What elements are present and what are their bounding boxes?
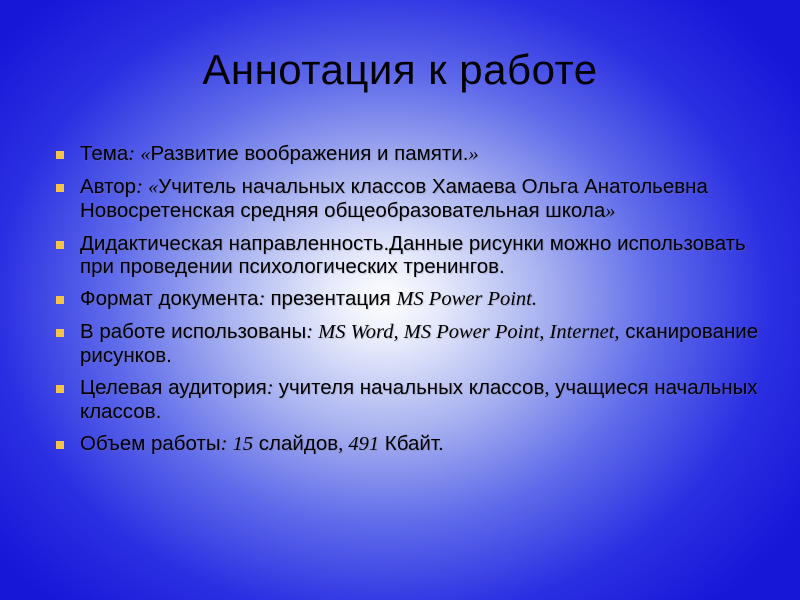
volume-text: слайдов bbox=[253, 432, 339, 455]
bullet-audience bbox=[50, 376, 770, 423]
author-sep: : « bbox=[136, 176, 159, 198]
volume-sep: : bbox=[220, 433, 233, 455]
audience-text2: учащиеся начальных классов. bbox=[80, 376, 758, 423]
topic-text: Развитие воображения и памяти. bbox=[150, 142, 469, 165]
volume-sep2: , bbox=[338, 433, 349, 455]
format-text: презентация bbox=[270, 287, 397, 310]
topic-sep: : « bbox=[128, 143, 151, 165]
used-label: В работе использованы bbox=[80, 320, 307, 343]
topic-label: Тема bbox=[80, 142, 129, 165]
slide-title: Аннотация к работе bbox=[202, 46, 598, 93]
volume-text2: Кбайт. bbox=[379, 432, 444, 455]
topic-tail: » bbox=[468, 143, 479, 165]
audience-label: Целевая аудитория bbox=[80, 376, 267, 399]
bullet-used bbox=[50, 320, 770, 367]
bullet-volume bbox=[50, 432, 770, 456]
format-sep: : bbox=[258, 288, 271, 310]
author-tail: » bbox=[605, 200, 616, 222]
volume-label: Объем работы bbox=[80, 432, 221, 455]
audience-tail: , bbox=[544, 377, 550, 399]
author-text: Учитель начальных классов Хамаева Ольга Анатольевна Новосретенская средняя общеобразовательная школа bbox=[80, 175, 708, 222]
bullet-topic bbox=[50, 142, 770, 166]
bullet-format bbox=[50, 287, 770, 311]
author-label: Автор bbox=[80, 175, 137, 198]
used-tail: MS Word, MS Power Point, Internet, bbox=[318, 321, 620, 343]
format-tail: MS Power Point. bbox=[396, 288, 537, 310]
bullet-didactic bbox=[50, 232, 770, 278]
bullet-list bbox=[50, 142, 770, 465]
audience-text: учителя начальных классов bbox=[278, 376, 545, 399]
used-text: сканирование рисунков. bbox=[80, 320, 759, 367]
volume-num1: 15 bbox=[232, 433, 254, 455]
audience-sep: : bbox=[266, 377, 279, 399]
format-label: Формат документа bbox=[80, 287, 259, 310]
used-sep: : bbox=[306, 321, 319, 343]
volume-num2: 491 bbox=[348, 433, 380, 455]
didactic-text: Дидактическая направленность.Данные рисунки можно использовать при проведении психологических тренингов. bbox=[80, 232, 746, 278]
bullet-author bbox=[50, 175, 770, 223]
